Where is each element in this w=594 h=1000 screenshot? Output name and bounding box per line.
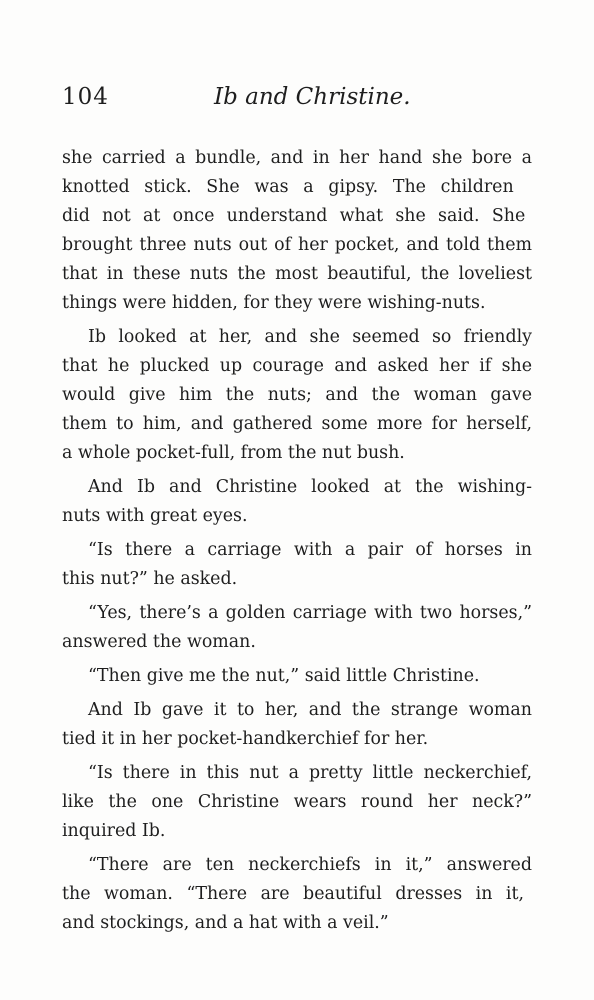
text-line: did not at once understand what she said. She <box>62 206 526 226</box>
text-line: a whole pocket-full, from the nut bush. <box>62 443 405 463</box>
paragraph-5 <box>62 599 532 657</box>
text-line: them to him, and gathered some more for herself, <box>62 414 532 434</box>
text-line: And Ib and Christine looked at the wishing- <box>88 477 532 497</box>
text-line: like the one Christine wears round her neck?” <box>62 792 532 812</box>
running-title: Ib and Christine. <box>214 84 411 110</box>
text-line: And Ib gave it to her, and the strange woman <box>88 700 532 720</box>
text-line: “Then give me the nut,” said little Christine. <box>88 666 480 686</box>
text-line: inquired Ib. <box>62 821 166 841</box>
text-line: the woman. “There are beautiful dresses in it, <box>62 884 524 904</box>
paragraph-6 <box>62 662 532 691</box>
text-line: tied it in her pocket-handkerchief for her. <box>62 729 429 749</box>
paragraph-4 <box>62 536 532 594</box>
text-line: that he plucked up courage and asked her if she <box>62 356 532 376</box>
text-line: “There are ten neckerchiefs in it,” answered <box>88 855 532 875</box>
paragraph-8 <box>62 759 532 846</box>
body-text <box>62 144 532 943</box>
paragraph-3 <box>62 473 532 531</box>
text-line: “Is there in this nut a pretty little neckerchief, <box>88 763 532 783</box>
paragraph-7 <box>62 696 532 754</box>
text-line: nuts with great eyes. <box>62 506 248 526</box>
paragraph-1 <box>62 144 532 318</box>
text-line: that in these nuts the most beautiful, the loveliest <box>62 264 532 284</box>
page-number: 104 <box>62 84 109 110</box>
text-line: Ib looked at her, and she seemed so friendly <box>88 327 532 347</box>
text-line: answered the woman. <box>62 632 256 652</box>
text-line: things were hidden, for they were wishing-nuts. <box>62 293 486 313</box>
text-line: she carried a bundle, and in her hand she bore a <box>62 148 532 168</box>
text-line: this nut?” he asked. <box>62 569 238 589</box>
text-line: would give him the nuts; and the woman gave <box>62 385 532 405</box>
paragraph-2 <box>62 323 532 468</box>
text-line: “Yes, there’s a golden carriage with two horses,” <box>88 603 532 623</box>
text-line: knotted stick. She was a gipsy. The children <box>62 177 514 197</box>
text-line: brought three nuts out of her pocket, and told them <box>62 235 532 255</box>
page-header <box>62 84 532 120</box>
text-line: and stockings, and a hat with a veil.” <box>62 913 389 933</box>
paragraph-9 <box>62 851 532 938</box>
text-line: “Is there a carriage with a pair of horses in <box>88 540 532 560</box>
